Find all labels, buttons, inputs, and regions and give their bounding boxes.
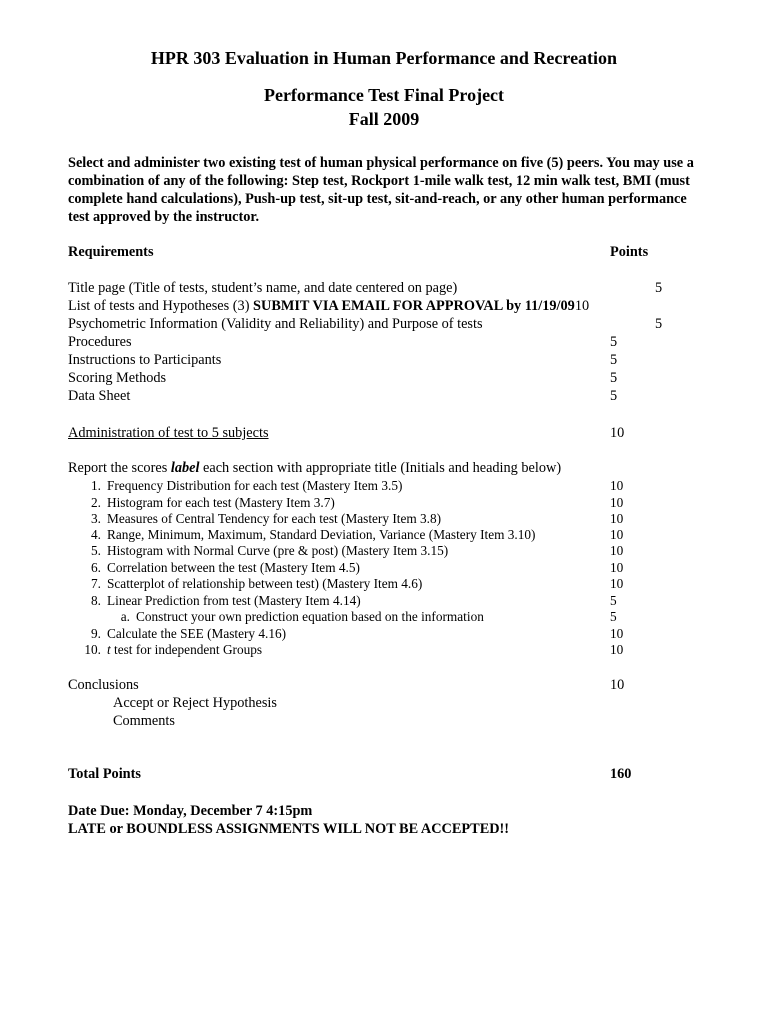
requirement-label: List of tests and Hypotheses (3) <box>68 298 254 314</box>
intro-paragraph: Select and administer two existing test of human physical performance on five (5) peers. You may use a combination of any of the following: Step test, Rockport 1-mile walk test, 12 min walk test, BMI (must complete hand calculations), Push-up test, sit-up test, sit-and-reach, or any other human performance test approved by the instructor. <box>68 155 694 225</box>
report-item-number: 2. <box>91 495 101 510</box>
course-title: HPR 303 Evaluation in Human Performance and Recreation <box>150 48 618 68</box>
report-item-label: Range, Minimum, Maximum, Standard Deviation, Variance (Mastery Item 3.10) <box>107 527 536 542</box>
requirement-procedures: Procedures <box>68 334 132 350</box>
requirement-data-sheet: Data Sheet <box>68 388 131 404</box>
requirement-points: 5 <box>610 352 618 368</box>
report-item <box>79 560 360 576</box>
requirement-points: 5 <box>610 388 618 404</box>
report-item-number: 7. <box>91 576 101 591</box>
administration-points: 10 <box>610 425 625 441</box>
administration-label: Administration of test to 5 subjects <box>68 425 269 441</box>
report-item-number: 8. <box>91 593 101 608</box>
report-item-label: Frequency Distribution for each test (Mastery Item 3.5) <box>107 478 403 493</box>
report-item-points: 10 <box>610 495 624 510</box>
total-points: 160 <box>610 766 632 782</box>
report-item-label: test for independent Groups <box>110 642 263 657</box>
requirement-points: 5 <box>655 280 663 296</box>
report-item-number: 10. <box>84 642 101 657</box>
report-lead-after: each section with appropriate title (Initials and heading below) <box>199 460 562 476</box>
conclusions-sub-item: Comments <box>113 713 175 729</box>
report-item-number: 4. <box>91 527 101 542</box>
requirement-list-of-tests <box>68 298 589 315</box>
requirement-instructions: Instructions to Participants <box>68 352 222 368</box>
report-item-number: 3. <box>91 511 101 526</box>
report-item-label: Calculate the SEE (Mastery 4.16) <box>107 626 287 641</box>
requirement-points: 5 <box>610 334 618 350</box>
report-item-points: 10 <box>610 626 624 641</box>
report-item-label: Measures of Central Tendency for each test (Mastery Item 3.8) <box>107 511 442 526</box>
report-item-points: 10 <box>610 642 624 657</box>
report-item <box>79 543 448 559</box>
report-item-number: a. <box>120 609 130 624</box>
report-item-number: 9. <box>91 626 101 641</box>
requirement-points: 5 <box>610 370 618 386</box>
report-item-number: 6. <box>91 560 101 575</box>
project-title: Performance Test Final Project <box>263 85 505 105</box>
report-item-number: 1. <box>91 478 101 493</box>
requirement-psychometric: Psychometric Information (Validity and Reliability) and Purpose of tests <box>68 316 483 332</box>
report-subitem <box>108 609 484 625</box>
requirement-scoring: Scoring Methods <box>68 370 167 386</box>
report-item <box>79 495 335 511</box>
report-item <box>79 511 441 527</box>
report-lead <box>68 460 561 477</box>
report-item-points: 10 <box>610 511 624 526</box>
requirement-points: 10 <box>574 298 590 314</box>
total-label: Total Points <box>68 766 141 782</box>
report-item-number: 5. <box>91 543 101 558</box>
report-item-points: 10 <box>610 478 624 493</box>
report-item-label: Histogram for each test (Mastery Item 3.7) <box>107 495 335 510</box>
late-warning: LATE or BOUNDLESS ASSIGNMENTS WILL NOT BE ACCEPTED!! <box>68 821 510 837</box>
report-item-points: 5 <box>610 593 617 608</box>
report-item-label: Correlation between the test (Mastery Item 4.5) <box>107 560 360 575</box>
due-date: Date Due: Monday, December 7 4:15pm <box>68 803 313 819</box>
conclusions-points: 10 <box>610 677 625 693</box>
report-item <box>79 626 286 642</box>
report-item-label: Linear Prediction from test (Mastery Item 4.14) <box>107 593 361 608</box>
report-item <box>79 478 402 494</box>
report-item-label: Histogram with Normal Curve (pre & post) (Mastery Item 3.15) <box>107 543 449 558</box>
report-lead-emphasis: label <box>170 460 200 476</box>
requirement-label-after: by 11/19/09 <box>502 298 575 314</box>
conclusions-sub-item: Accept or Reject Hypothesis <box>113 695 277 711</box>
requirements-header: Requirements <box>68 244 154 260</box>
term-title: Fall 2009 <box>348 109 420 129</box>
report-item-label-italic: t <box>107 642 111 657</box>
report-item <box>79 593 361 609</box>
report-item <box>79 642 262 658</box>
report-item <box>79 527 536 543</box>
requirement-points: 5 <box>655 316 663 332</box>
report-item-points: 10 <box>610 527 624 542</box>
requirement-title-page: Title page (Title of tests, student’s name, and date centered on page) <box>68 280 458 296</box>
report-item-points: 10 <box>610 543 624 558</box>
report-item-points: 10 <box>610 560 624 575</box>
report-item <box>79 576 422 592</box>
report-item-label: Scatterplot of relationship between test) (Mastery Item 4.6) <box>107 576 423 591</box>
report-item-points: 5 <box>610 609 617 624</box>
requirement-emphasis: SUBMIT VIA EMAIL FOR APPROVAL <box>253 298 503 314</box>
report-item-label: Construct your own prediction equation based on the information <box>136 609 484 624</box>
points-header: Points <box>610 244 649 260</box>
report-lead-before: Report the scores <box>68 460 171 476</box>
conclusions-label: Conclusions <box>68 677 139 693</box>
report-item-points: 10 <box>610 576 624 591</box>
